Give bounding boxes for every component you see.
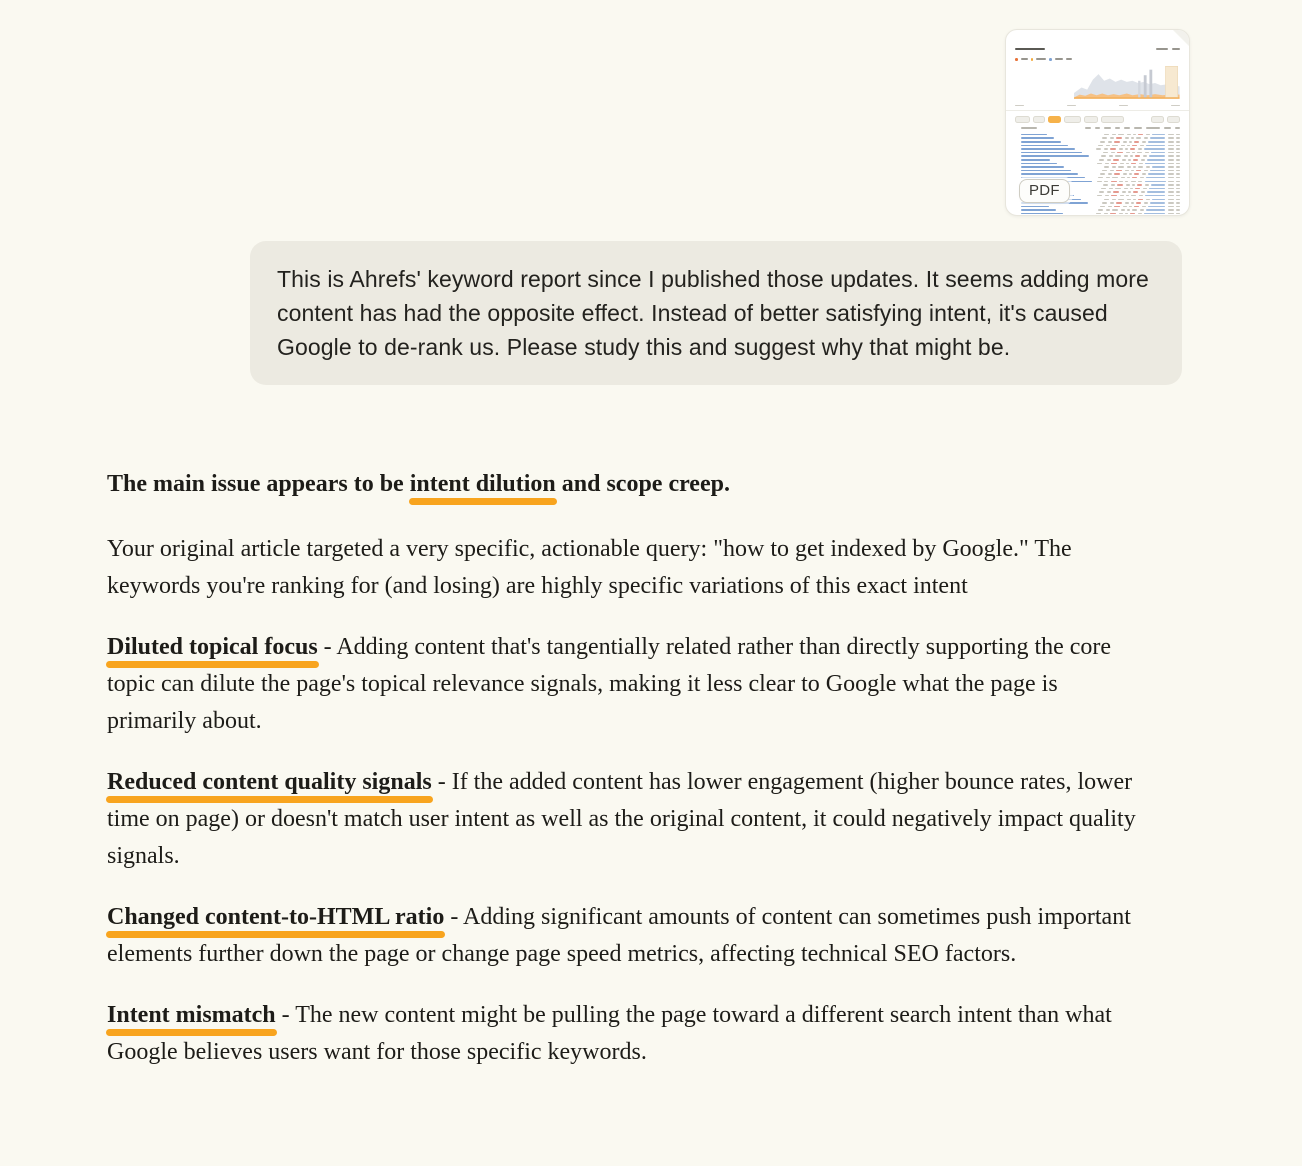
pdf-attachment-thumbnail[interactable] [1005, 29, 1190, 216]
term-reduced-content-quality-signals: Reduced content quality signals [107, 769, 432, 795]
response-heading: The main issue appears to be intent dilution and scope creep. [107, 471, 730, 497]
report-filter-bar [1015, 116, 1180, 123]
report-table-header [1015, 127, 1180, 129]
report-table-rows [1015, 133, 1180, 216]
pdf-badge: PDF [1019, 179, 1070, 203]
page-curl [1173, 30, 1189, 46]
term-diluted-topical-focus: Diluted topical focus [107, 634, 318, 660]
report-legend [1015, 58, 1180, 61]
point-intent-mismatch: Intent mismatch - The new content might be pulling the page toward a different search intent than what Google believes users want for those specific keywords. [107, 1002, 1112, 1065]
point-reduced-content-quality-signals: Reduced content quality signals - If the added content has lower engagement (higher bounce rates, lower time on page) or doesn't match user intent as well as the original content, it could negatively impact quality signals. [107, 769, 1136, 869]
user-message-text: This is Ahrefs' keyword report since I published those updates. It seems adding more content has had the opposite effect. Instead of better satisfying intent, it's caused Google to de-rank us. Please study this and suggest why that might be. [277, 266, 1149, 360]
term-changed-content-to-html-ratio: Changed content-to-HTML ratio [107, 904, 445, 930]
response-intro: Your original article targeted a very specific, actionable query: "how to get indexed by Google." The keywords you're ranking for (and losing) are highly specific variations of this exact intent [107, 536, 1072, 599]
point-changed-content-to-html-ratio: Changed content-to-HTML ratio - Adding significant amounts of content can sometimes push important elements further down the page or change page speed metrics, affecting technical SEO factors. [107, 904, 1131, 967]
chart-axis-labels [1015, 105, 1180, 107]
user-message-bubble [250, 241, 1182, 385]
point-diluted-topical-focus: Diluted topical focus - Adding content that's tangentially related rather than directly supporting the core topic can dilute the page's topical relevance signals, making it less clear to Google what the page is primarily about. [107, 634, 1112, 734]
term-intent-mismatch: Intent mismatch [107, 1002, 276, 1028]
report-chart-thumbnail [1015, 63, 1180, 103]
highlight-intent-dilution: intent dilution [409, 471, 556, 497]
report-header [1015, 37, 1180, 55]
assistant-response [107, 466, 1152, 1095]
